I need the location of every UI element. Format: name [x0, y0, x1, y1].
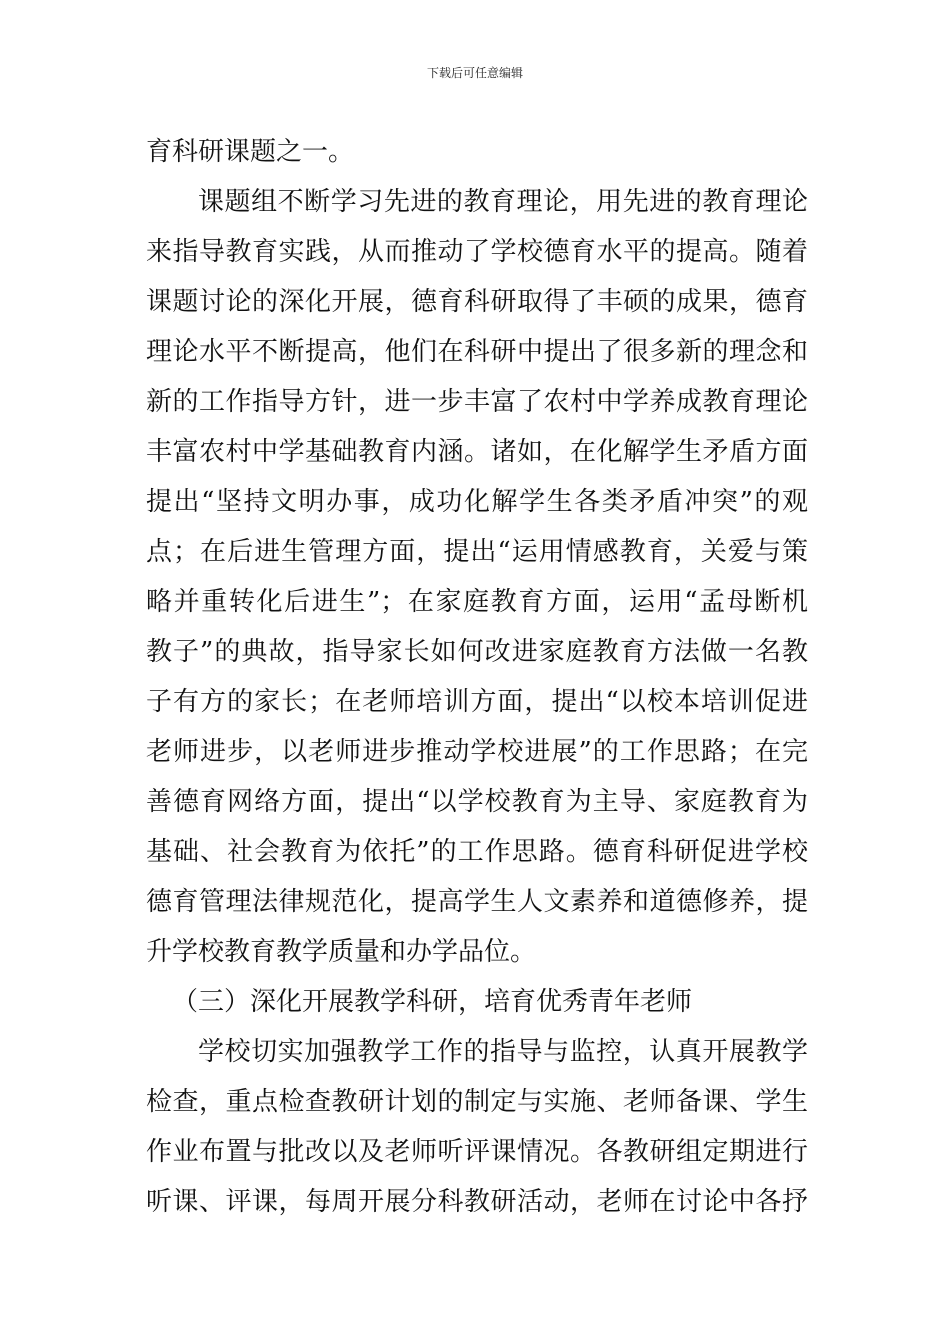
text-line: 基础、社会教育为依托”的工作思路。德育科研促进学校: [146, 837, 808, 867]
text-line: 德育管理法律规范化，提高学生人文素养和道德修养，提: [146, 887, 808, 917]
text-line: 新的工作指导方针，进一步丰富了农村中学养成教育理论: [146, 387, 808, 417]
paragraph-end-line: 升学校教育教学质量和办学品位。: [146, 937, 537, 967]
text-line: 点；在后进生管理方面，提出“运用情感教育，关爱与策: [146, 537, 808, 567]
text-line: 育科研课题之一。: [146, 137, 355, 167]
section-heading: （三）深化开展教学科研，培育优秀青年老师: [172, 987, 693, 1017]
text-line: 听课、评课，每周开展分科教研活动，老师在讨论中各抒: [146, 1187, 808, 1217]
text-line: 教子”的典故，指导家长如何改进家庭教育方法做一名教: [146, 637, 808, 667]
text-line: 老师进步，以老师进步推动学校进展”的工作思路；在完: [146, 737, 808, 767]
text-line: 善德育网络方面，提出“以学校教育为主导、家庭教育为: [146, 787, 808, 817]
text-line: 来指导教育实践，从而推动了学校德育水平的提高。随着: [146, 237, 808, 267]
text-line: 略并重转化后进生”；在家庭教育方面，运用“孟母断机: [146, 587, 808, 617]
text-line: 提出“坚持文明办事，成功化解学生各类矛盾冲突”的观: [146, 487, 808, 517]
document-body: [146, 127, 808, 1227]
text-line: 丰富农村中学基础教育内涵。诸如，在化解学生矛盾方面: [146, 437, 808, 467]
paragraph-start-line: 学校切实加强教学工作的指导与监控，认真开展教学: [198, 1037, 808, 1067]
text-line: 课题讨论的深化开展，德育科研取得了丰硕的成果，德育: [146, 287, 808, 317]
paragraph-start-line: 课题组不断学习先进的教育理论，用先进的教育理论: [198, 187, 808, 217]
page-header: 下载后可任意编辑: [426, 66, 523, 80]
text-line: 理论水平不断提高，他们在科研中提出了很多新的理念和: [146, 337, 808, 367]
text-line: 子有方的家长；在老师培训方面，提出“以校本培训促进: [146, 687, 808, 717]
text-line: 作业布置与批改以及老师听评课情况。各教研组定期进行: [146, 1137, 808, 1167]
text-line: 检查，重点检查教研计划的制定与实施、老师备课、学生: [146, 1087, 808, 1117]
